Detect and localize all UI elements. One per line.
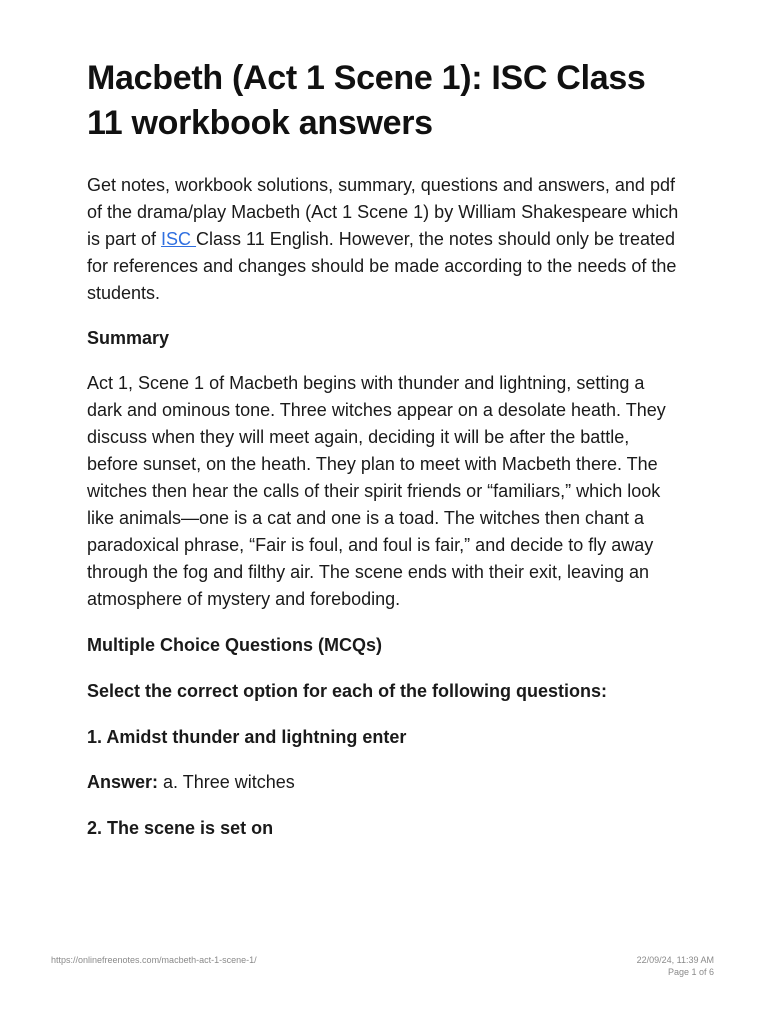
summary-paragraph: Act 1, Scene 1 of Macbeth begins with thunder and lightning, setting a dark and ominous tone. Three witches appear on a desolate heath. They discuss when they will meet again, deciding it will be after the battle, before sunset, on the heath. They plan to meet with Macbeth there. The witches then hear the calls of their spirit friends or “familiars,” which look like animals—one is a cat and one is a toad. The witches then chant a paradoxical phrase, “Fair is foul, and foul is fair,” and decide to fly away through the fog and filthy air. The scene ends with their exit, leaving an atmosphere of mystery and foreboding. bbox=[87, 373, 666, 609]
document-page bbox=[87, 56, 683, 842]
intro-paragraph bbox=[87, 172, 683, 307]
question-2: 2. The scene is set on bbox=[87, 818, 274, 838]
footer-meta bbox=[637, 954, 714, 978]
summary-heading: Summary bbox=[87, 328, 170, 348]
instructions-heading: Select the correct option for each of the following questions: bbox=[87, 681, 608, 701]
question-1: 1. Amidst thunder and lightning enter bbox=[87, 727, 407, 747]
answer-1-text: a. Three witches bbox=[158, 772, 295, 792]
isc-link[interactable]: ISC bbox=[161, 229, 197, 249]
footer-url: https://onlinefreenotes.com/macbeth-act-1-scene-1/ bbox=[51, 955, 257, 965]
footer-timestamp: 22/09/24, 11:39 AM bbox=[636, 955, 714, 965]
page-title: Macbeth (Act 1 Scene 1): ISC Class 11 workbook answers bbox=[87, 59, 646, 142]
mcq-heading: Multiple Choice Questions (MCQs) bbox=[87, 635, 383, 655]
intro-text-end: Class 11 English. However, the notes should only be treated for references and changes should be made according to the needs of the students. bbox=[87, 229, 677, 303]
answer-label: Answer: bbox=[87, 772, 159, 792]
answer-1 bbox=[87, 769, 683, 796]
intro-text-start: Get notes, workbook solutions, summary, questions and answers, and pdf of the drama/play Macbeth (Act 1 Scene 1) by William Shakespeare which is part of bbox=[87, 175, 679, 249]
footer-page-number: Page 1 of 6 bbox=[667, 967, 714, 977]
